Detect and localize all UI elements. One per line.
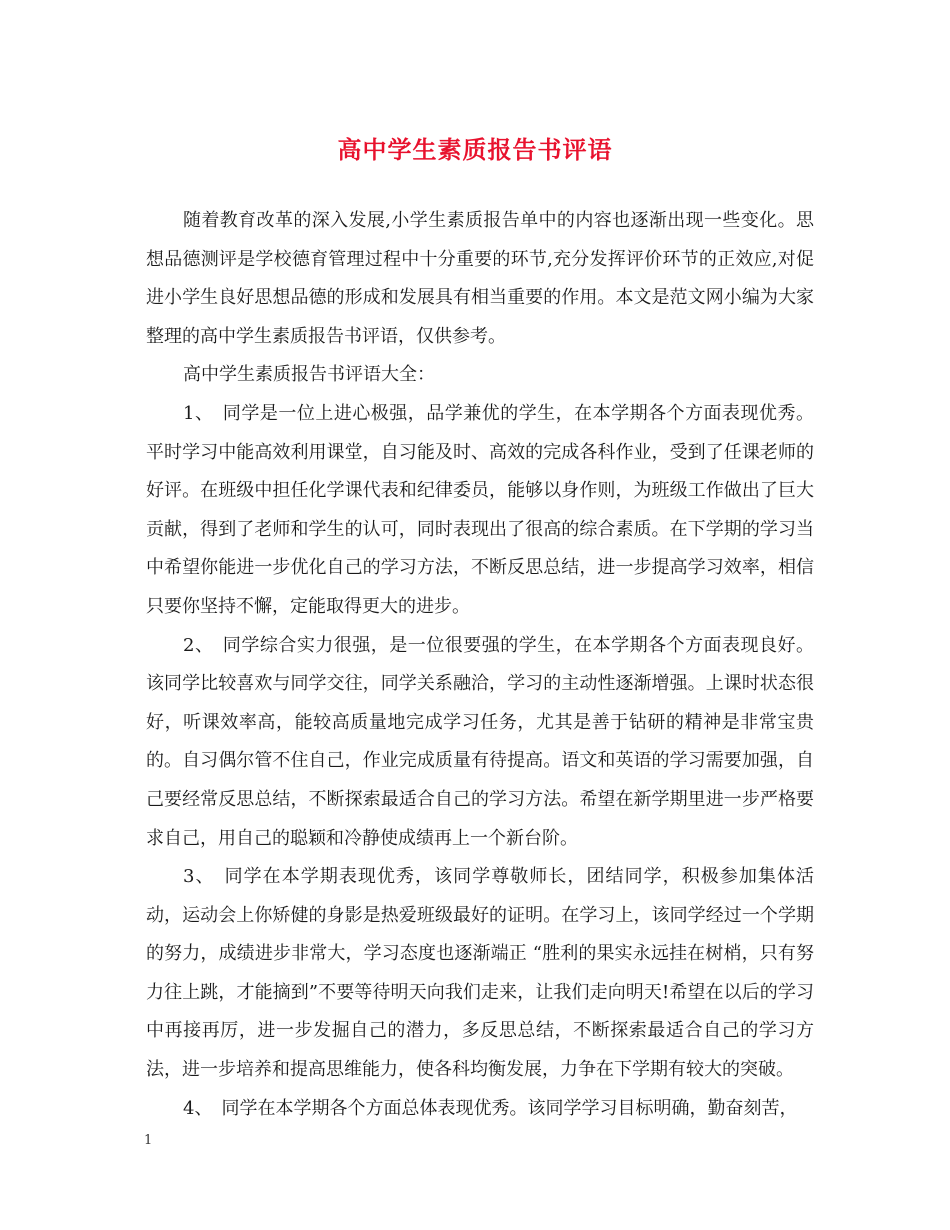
document-body bbox=[146, 202, 814, 1128]
comment-paragraph-2: 2、 同学综合实力很强，是一位很要强的学生，在本学期各个方面表现良好。该同学比较喜欢与同学交往，同学关系融洽，学习的主动性逐渐增强。上课时状态很好，听课效率高，能较高质量地完成学习任务，尤其是善于钻研的精神是非常宝贵的。自习偶尔管不住自己，作业完成质量有待提高。语文和英语的学习需要加强，自己要经常反思总结，不断探索最适合自己的学习方法。希望在新学期里进一步严格要求自己，用自己的聪颖和冷静使成绩再上一个新台阶。 bbox=[146, 634, 814, 849]
intro-paragraph: 随着教育改革的深入发展,小学生素质报告单中的内容也逐渐出现一些变化。思想品德测评是学校德育管理过程中十分重要的环节,充分发挥评价环节的正效应,对促进小学生良好思想品德的形成和发展具有相当重要的作用。本文是范文网小编为大家整理的高中学生素质报告书评语，仅供参考。 bbox=[146, 210, 814, 347]
document-title: 高中学生素质报告书评语 bbox=[337, 135, 613, 164]
comment-paragraph-3: 3、 同学在本学期表现优秀，该同学尊敬师长，团结同学，积极参加集体活动，运动会上你矫健的身影是热爱班级最好的证明。在学习上，该同学经过一个学期的努力，成绩进步非常大，学习态度也逐渐端正 “胜利的果实永远挂在树梢，只有努力往上跳，才能摘到”不要等待明天向我们走来，让我们走向明天!希望在以后的学习中再接再厉，进一步发掘自己的潜力，多反思总结，不断探索最适合自己的学习方法，进一步培养和提高思维能力，使各科均衡发展，力争在下学期有较大的突破。 bbox=[146, 866, 814, 1081]
page-number: 1 bbox=[144, 1133, 153, 1148]
section-heading: 高中学生素质报告书评语大全： bbox=[183, 364, 435, 386]
comment-paragraph-1: 1、 同学是一位上进心极强，品学兼优的学生，在本学期各个方面表现优秀。平时学习中能高效利用课堂，自习能及时、高效的完成各科作业，受到了任课老师的好评。在班级中担任化学课代表和纪律委员，能够以身作则，为班级工作做出了巨大贡献，得到了老师和学生的认可，同时表现出了很高的综合素质。在下学期的学习当中希望你能进一步优化自己的学习方法，不断反思总结，进一步提高学习效率，相信只要你坚持不懈，定能取得更大的进步。 bbox=[146, 402, 814, 617]
comment-paragraph-4: 4、 同学在本学期各个方面总体表现优秀。该同学学习目标明确，勤奋刻苦， bbox=[183, 1097, 798, 1119]
